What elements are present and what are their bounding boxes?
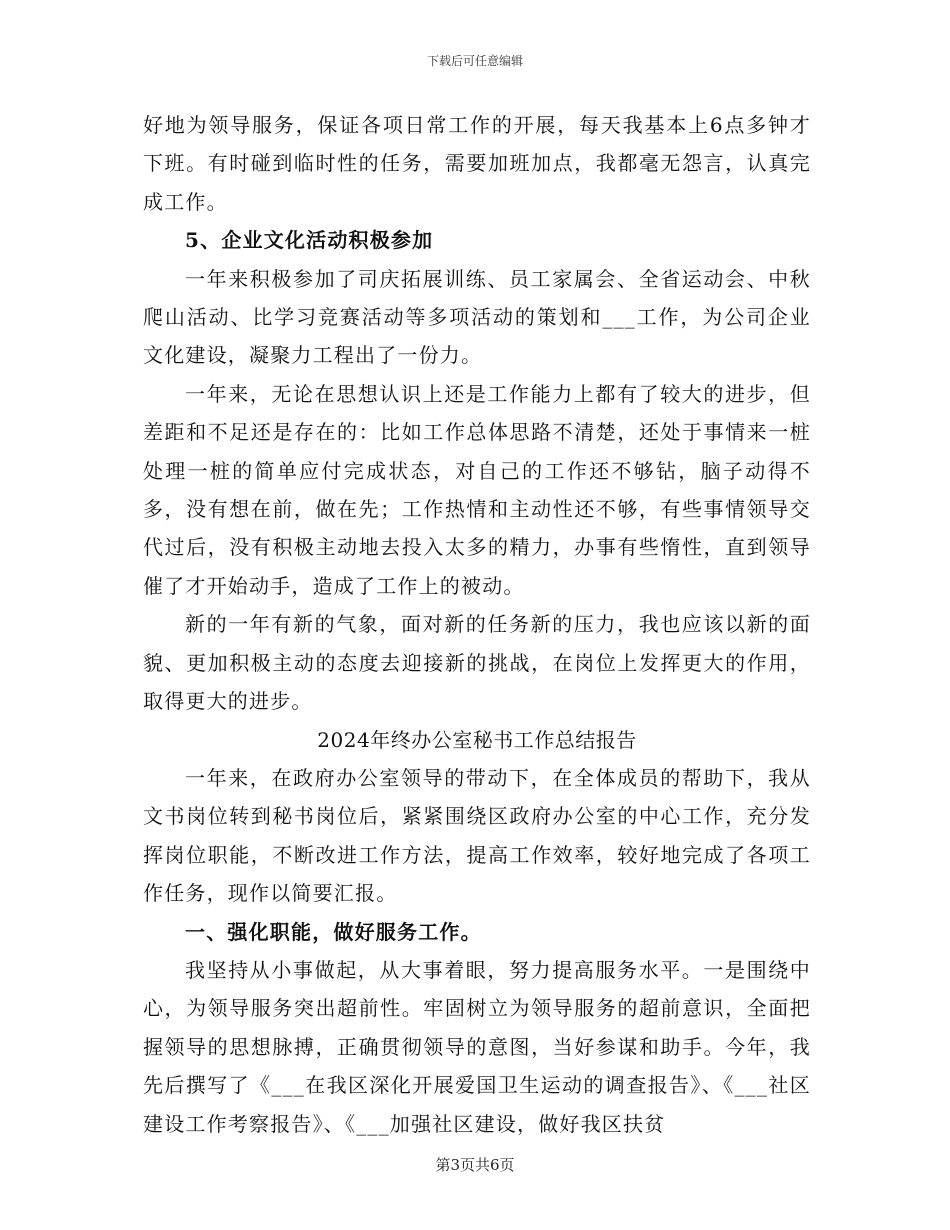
paragraph: 我坚持从小事做起，从大事着眼，努力提高服务水平。一是围绕中心，为领导服务突出超前性。牢固树立为领导服务的超前意识，全面把握领导的思想脉搏，正确贯彻领导的意图，当好参谋和助手。今年，我先后撰写了《___在我区深化开展爱国卫生运动的调查报告》、《___社区建设工作考察报告》、《___加强社区建设，做好我区扶贫 [143,957,811,1136]
paragraph: 一年来积极参加了司庆拓展训练、员工家属会、全省运动会、中秋爬山活动、比学习竞赛活动等多项活动的策划和___工作，为公司企业文化建设，凝聚力工程出了一份力。 [143,266,811,368]
document-body [143,106,811,1143]
paragraph: 新的一年有新的气象，面对新的任务新的压力，我也应该以新的面貌、更加积极主动的态度去迎接新的挑战，在岗位上发挥更大的作用，取得更大的进步。 [143,612,811,714]
document-title: 2024年终办公室秘书工作总结报告 [317,727,637,752]
paragraph-continued: 好地为领导服务，保证各项日常工作的开展，每天我基本上6点多钟才下班。有时碰到临时性的任务，需要加班加点，我都毫无怨言，认真完成工作。 [143,113,811,214]
paragraph: 一年来，无论在思想认识上还是工作能力上都有了较大的进步，但差距和不足还是存在的：比如工作总体思路不清楚，还处于事情来一桩处理一桩的简单应付完成状态，对自己的工作还不够钻，脑子动得不多，没有想在前，做在先；工作热情和主动性还不够，有些事情领导交代过后，没有积极主动地去投入太多的精力，办事有些惰性，直到领导催了才开始动手，造成了工作上的被动。 [143,381,811,598]
paragraph: 一年来，在政府办公室领导的带动下，在全体成员的帮助下，我从文书岗位转到秘书岗位后，紧紧围绕区政府办公室的中心工作，充分发挥岗位职能，不断改进工作方法，提高工作效率，较好地完成了各项工作任务，现作以简要汇报。 [143,765,811,906]
section-heading-5: 5、企业文化活动积极参加 [185,228,434,253]
page-number: 第3页共6页 [435,1156,515,1174]
page-header-note: 下载后可任意编辑 [426,54,523,68]
section-heading-1: 一、强化职能，做好服务工作。 [185,919,482,944]
